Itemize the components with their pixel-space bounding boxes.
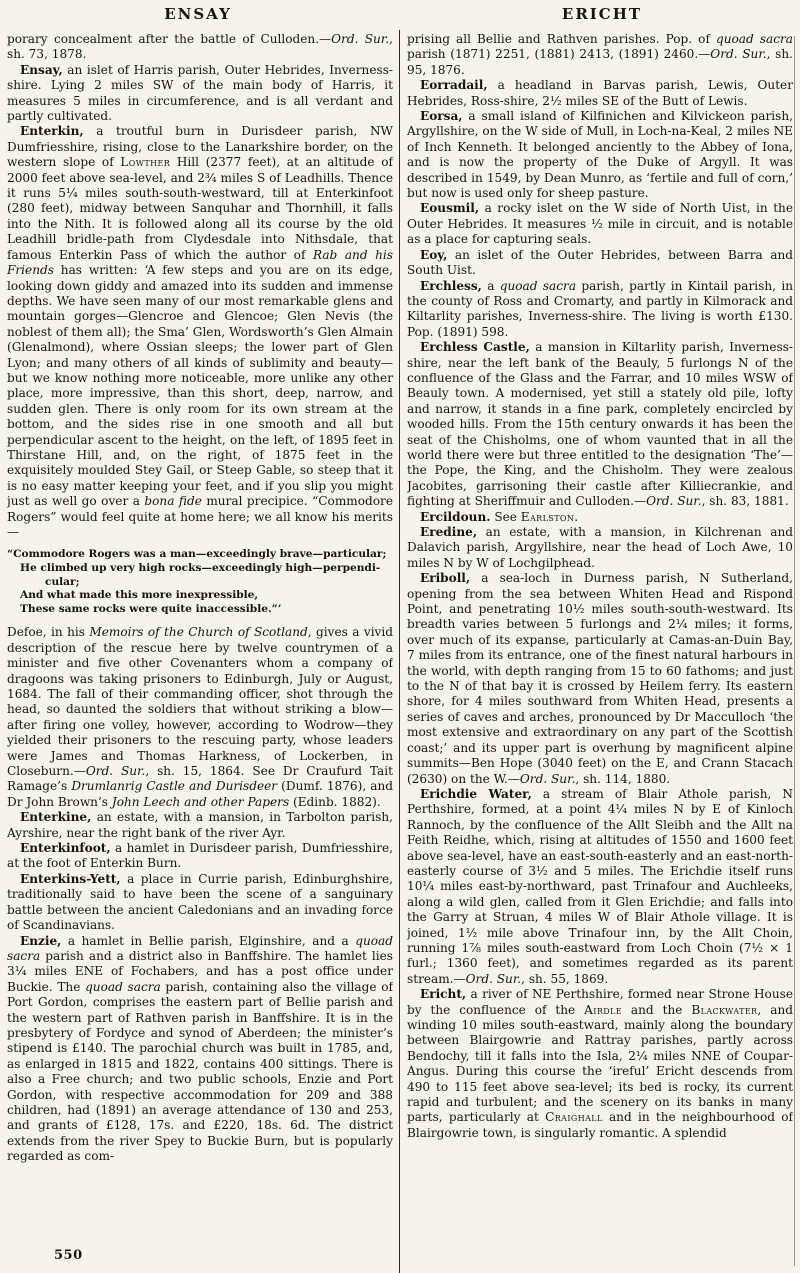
- entry-title: Eorradail,: [420, 78, 488, 93]
- entry-text: (Edinb. 1882).: [289, 794, 381, 809]
- entry-text: bona fide: [144, 494, 202, 509]
- right-column-header: ERICHT: [561, 5, 643, 23]
- entry-eorradail: [407, 78, 793, 109]
- entry-text: a place in Currie parish, Edinburghshire, traditionally said to have been the scene of a sanguinary battle between the ancient Caledonians and an invading force of Scandinavians.: [7, 871, 393, 933]
- entry-title: Ericht,: [420, 987, 467, 1002]
- entry-title: Ercildoun.: [420, 509, 491, 524]
- page-number: 550: [54, 1248, 83, 1263]
- entry-title: Eriboll,: [420, 571, 471, 586]
- entry-text: mural precipice. “Commodore Rogers” would feel quite at home here; we all know his merits—: [7, 494, 393, 539]
- entry-text: , sh. 15, 1864. See Dr Craufurd Tait Ramage’s: [7, 764, 393, 794]
- entry-text: prising all Bellie and Rathven parishes. Pop. of: [407, 32, 716, 46]
- entry-text: a sea-loch in Durness parish, N Sutherland, opening from the sea between Whiten Head and Rispond Point, and penetrating 10½ miles south-south-westward. Its breadth varies between 5 furlongs and 2¼ miles; it forms, over much of its expanse, particularly at Camas-an-Duin Bay, 7 miles from its entrance, one of the finest natural harbours in the world, with depth ranging from 15 to 60 fathoms; and just to the N of that bay it is crossed by Heilem ferry. Its eastern shore, for 4 miles southward from Whiten Head, presents a series of caves and arches, pronounced by Dr Macculloch ‘the most extensive and extraordinary on any part of the Scottish coast;’ and its upper part is overhung by magnificent alpine summits—Ben Hope (3040 feet) on the E, and Crann Stacach (2630) on the W.—: [407, 571, 793, 786]
- entry-text: an islet of Harris parish, Outer Hebrides, Inverness-shire. Lying 2 miles SW of the main body of Harris, it measures 5 miles in circumference, and is all verdant and partly cultivated.: [7, 62, 393, 124]
- entry-eousmil: [407, 201, 793, 247]
- entry-erichdie-water: [407, 787, 793, 987]
- entry-text: Memoirs of the Church of Scotland: [89, 625, 308, 640]
- entry-title: Eoy,: [420, 247, 448, 262]
- page-edge-line: [794, 36, 795, 1266]
- entry-text: parish and a district also in Banffshire. The hamlet lies 3¼ miles ENE of Fochabers, and has a post office under Buckie. The: [7, 948, 393, 994]
- entry-ericht: [407, 987, 793, 1141]
- entry-text: a troutful burn in Durisdeer parish, NW Dumfriesshire, rising, close to the Lanarkshire border, on the western slope of: [7, 124, 393, 170]
- entry-text: and in the neighbourhood of Blairgowrie town, is singularly romantic. A splendid: [407, 1110, 793, 1140]
- entry-title: Eousmil,: [420, 201, 480, 216]
- entry-text: parish, containing also the village of Port Gordon, comprises the eastern part of Bellie parish and the western part of Rathven parish in Banffshire. It is in the presbytery of Fordyce and synod of Aberdeen; the minister’s stipend is £140. The parochial church was built in 1785, and, as enlarged in 1815 and 1822, contains 400 sittings. There is also a Free church; and two public schools, Enzie and Port Gordon, with respective accommodation for 209 and 388 children, had (1891) an average attendance of 130 and 253, and grants of £128, 17s. and £220, 18s. 6d. The district extends from the river Spey to Buckie Burn, but is popularly regarded as com-: [7, 979, 393, 1164]
- entry-enterkine: [7, 810, 393, 841]
- entry-text: .: [574, 509, 579, 524]
- entry-text: quoad sacra: [716, 32, 793, 46]
- entry-enterkin: [7, 124, 393, 540]
- entry-text: a mansion in Kiltarlity parish, Inverness-shire, near the left bank of the Beauly, 5 furlongs N of the confluence of the Glass and the Farrar, and 10 miles WSW of Beauly town. A modernised, yet still a stately old pile, lofty and narrow, it stands in a fine park, completely encircled by wooded hills. From the 15th century onwards it has been the seat of the Chisholms, one of whom vaunted that in all the world there were but three entitled to the designation ‘The’—the Pope, the King, and the Chisholm. They were zealous Jacobites, garrisoning their castle after Killiecrankie, and fighting at Sheriffmuir and Culloden.—: [407, 340, 793, 509]
- entry-text: a rocky islet on the W side of North Uist, in the Outer Hebrides. It measures ½ mile in circuit, and is notable as a place for capturing seals.: [407, 201, 793, 247]
- entry-text: an estate, with a mansion, in Kilchrenan and Dalavich parish, Argyllshire, near the head of Loch Awe, 10 miles N by W of Lochgilphead.: [407, 525, 793, 570]
- entry-text: parish, partly in Kintail parish, in the county of Ross and Cromarty, and partly in Kilmorack and Kiltarlity parishes, Inverness-shire. The living is worth £130. Pop. (1891) 598.: [407, 278, 793, 339]
- entry-text: an estate, with a mansion, in Tarbolton parish, Ayrshire, near the right bank of the river Ayr.: [7, 810, 393, 840]
- entry-text: a hamlet in Bellie parish, Elginshire, and a: [61, 933, 356, 948]
- entry-text: a small island of Kilfinichen and Kilvickeon parish, Argyllshire, on the W side of Mull, in Loch-na-Keal, 2 miles NE of Inch Kenneth. It belonged anciently to the Abbey of Iona, and is now the property of the Duke of Argyll. It was described in 1549, by Dean Munro, as ‘fertile and full of corn,’ but now is used only for sheep pasture.: [407, 109, 793, 201]
- entry-text: , gives a vivid description of the rescue here by twelve countrymen of a minister and five other Covenanters whom a company of dragoons was taking prisoners to Edinburgh, July or August, 1684. The fall of their commanding officer, shot through the head, so daunted the soldiers that without striking a blow—after firing one volley, however, according to Wodrow—they yielded their prisoners to the rescuing party, whose leaders were James and Thomas Harkness, of Lockerben, in Closeburn.—: [7, 625, 393, 779]
- entry-enzie: [7, 934, 393, 1165]
- entry-text: Ord. Sur.: [646, 494, 702, 509]
- entry-text: a stream of Blair Athole parish, N Perthshire, formed, at a point 4¼ miles N by E of Kinloch Rannoch, by the confluence of the Allt Sleibh and the Allt na Feith Reidhe, which, rising at altitudes of 1550 and 1600 feet above sea-level, have an east-south-easterly and an east-north-easterly course of 3½ and 5 miles. The Erichdie itself runs 10¼ miles east-by-northward, past Trinafour and Auchleeks, along a wild glen, called from it Glen Erichdie; and falls into the Garry at Struan, 4 miles W of Blair Athole village. It is joined, 1½ mile above Trinafour inn, by the Allt Choin, running 1⅞ miles south-eastward from Loch Choin (7½ × 1 furl.; 1360 feet), and sometimes regarded as its parent stream.—: [407, 786, 793, 986]
- entry-ercildoun: [407, 510, 793, 525]
- entry-eoy: [407, 248, 793, 279]
- entry-text: , sh. 55, 1869.: [521, 971, 609, 986]
- entry-enzie-continuation: [407, 32, 793, 78]
- entry-text: a river of NE Perthshire, formed near Strone House by the confluence of the: [407, 987, 793, 1017]
- entry-text: John Leech and other Papers: [111, 794, 290, 809]
- entry-eriboll: [407, 571, 793, 787]
- entry-text: See: [490, 509, 521, 524]
- entry-text: Ord. Sur.: [331, 32, 390, 46]
- entry-erchless: [407, 279, 793, 341]
- entry-text: Ord. Sur.: [465, 971, 522, 986]
- right-text-column: [407, 32, 793, 1270]
- entry-text: Drumlanrig Castle and Durisdeer: [71, 779, 278, 794]
- entry-text: Ord. Sur.: [710, 47, 767, 62]
- verse-line: He climbed up very high rocks—exceedingly high—perpendi-: [20, 562, 381, 574]
- entry-text: , sh. 73, 1878.: [7, 32, 393, 62]
- entry-text: Blackwater: [691, 1002, 758, 1017]
- entry-text: , and winding 10 miles south-eastward, mainly along the boundary between Blairgowrie and Rattray parishes, partly across Bendochy, till it falls into the Isla, 2¼ miles NNE of Coupar-Angus. During this course the ‘ireful’ Ericht descends from 490 to 115 feet above sea-level; its bed is rocky, its current rapid and turbulent; and the scenery on its banks in many parts, particularly at: [407, 1002, 793, 1125]
- entry-text: Lowther: [120, 155, 171, 170]
- verse-line: “Commodore Rogers was a man—exceedingly brave—particular;: [7, 548, 387, 561]
- verse-line: And what made this more inexpressible,: [20, 589, 259, 602]
- entry-title: Erchless Castle,: [420, 340, 530, 355]
- entry-text: , sh. 83, 1881.: [701, 494, 789, 509]
- entry-title: Enterkins-Yett,: [20, 871, 121, 886]
- entry-title: Enzie,: [20, 933, 62, 948]
- entry-text: Earlston: [520, 509, 575, 524]
- entry-ensay: [7, 63, 393, 125]
- entry-text: , sh. 114, 1880.: [575, 771, 671, 786]
- entry-text: a hamlet in Durisdeer parish, Dumfriesshire, at the foot of Enterkin Burn.: [7, 841, 393, 871]
- verse-line: cular;: [45, 575, 80, 588]
- entry-text: has written: ‘A few steps and you are on its edge, looking down giddy and amazed into its sudden and immense depths. We have seen many of our most remarkable glens and mountain gorges—Glencroe and Glencoe; Glen Nevis (the noblest of them all); the Sma’ Glen, Wordsworth’s Glen Almain (Glenalmond), where Ossian sleeps; the lower part of Glen Lyon; and many others of all kinds of sublimity and beauty—but we know nothing more noticeable, more unlike any other place, more impressive, than this short, deep, narrow, and sudden glen. There is only room for its own stream at the bottom, and the sides rise in one smooth and all but perpendicular ascent to the height, on the left, of 1895 feet in Thirstane Hill, and, on the right, of 1875 feet in the exquisitely moulded Stey Gail, or Steep Gable, so steep that it is no easy matter keeping your feet, and if you slip you might just as well go over a: [7, 263, 393, 509]
- entry-text: and the: [622, 1002, 692, 1017]
- entry-text: Ord. Sur.: [519, 771, 576, 786]
- entry-title: Erchless,: [420, 278, 482, 293]
- entry-title: Enterkin,: [20, 124, 84, 139]
- entry-culloden-continuation: [7, 32, 393, 63]
- verse-quote-commodore-rogers-verse: [7, 548, 393, 616]
- entry-eredine: [407, 525, 793, 571]
- entry-text: parish (1871) 2251, (1881) 2413, (1891) 2460.—: [407, 47, 711, 62]
- entry-text: Defoe, in his: [7, 625, 90, 640]
- entry-title: Enterkinfoot,: [20, 841, 111, 856]
- entry-text: Airdle: [584, 1002, 623, 1017]
- entry-text: porary concealment after the battle of Culloden.—: [7, 32, 332, 46]
- entry-text: quoad sacra: [499, 278, 577, 293]
- column-divider-rule: [399, 30, 400, 1273]
- entry-erchless-castle: [407, 340, 793, 509]
- entry-title: Enterkine,: [20, 810, 92, 825]
- entry-enterkinfoot: [7, 841, 393, 872]
- entry-text: Hill (2377 feet), at an altitude of 2000 feet above sea-level, and 2¾ miles S of Leadhills. Thence it runs 5¼ miles south-south-westward, till at Enterkinfoot (280 feet), midway between Sanquhar and Thornhill, it falls into the Nith. It is followed along all its course by the old Leadhill bridle-path from Clydesdale into Nithsdale, that famous Enterkin Pass of which the author of: [7, 155, 393, 262]
- left-column-header: ENSAY: [164, 5, 232, 23]
- left-text-column: [7, 32, 393, 1270]
- verse-line: These same rocks were quite inaccessible.”’: [20, 602, 282, 615]
- entry-defoe-continuation: [7, 625, 393, 810]
- entry-text: Ord. Sur.: [85, 764, 146, 779]
- entry-text: a headland in Barvas parish, Lewis, Outer Hebrides, Ross-shire, 2½ miles SE of the Butt of Lewis.: [407, 78, 793, 108]
- entry-text: quoad sacra: [7, 933, 393, 963]
- entry-eorsa: [407, 109, 793, 201]
- entry-enterkins-yett: [7, 872, 393, 934]
- entry-title: Erichdie Water,: [420, 786, 532, 801]
- entry-text: an islet of the Outer Hebrides, between Barra and South Uist.: [407, 247, 793, 278]
- entry-text: , sh. 95, 1876.: [407, 47, 793, 77]
- entry-text: Craighall: [545, 1110, 603, 1125]
- entry-title: Eorsa,: [420, 109, 463, 124]
- entry-text: Rab and his Friends: [7, 247, 393, 278]
- entry-text: quoad sacra: [85, 979, 161, 994]
- entry-title: Ensay,: [20, 62, 63, 77]
- entry-text: a: [481, 278, 500, 293]
- entry-text: (Dumf. 1876), and Dr John Brown’s: [7, 779, 393, 809]
- entry-title: Eredine,: [420, 525, 478, 539]
